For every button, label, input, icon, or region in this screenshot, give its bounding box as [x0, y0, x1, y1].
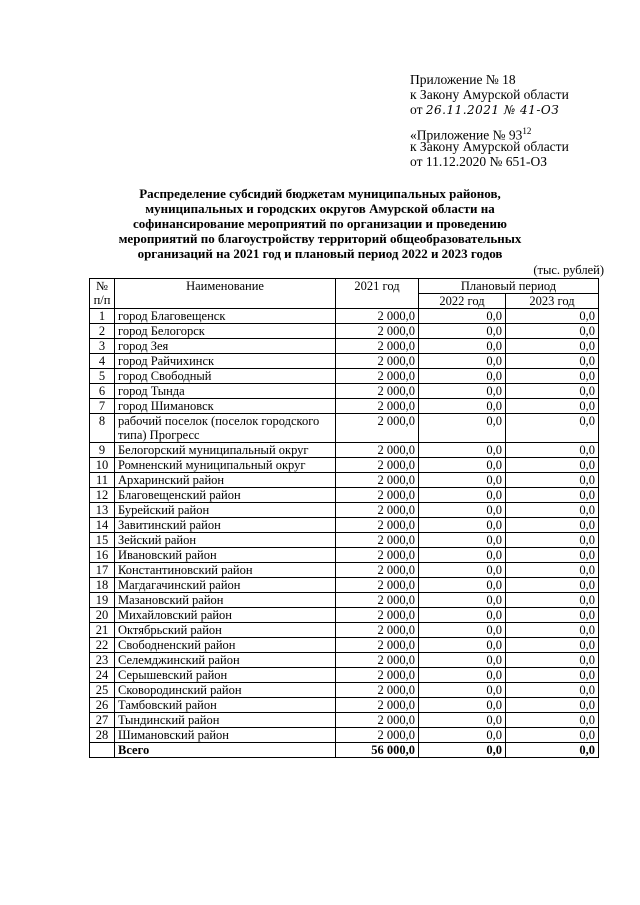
row-value-2023: 0,0 [506, 354, 599, 369]
appendix-law: к Закону Амурской области [410, 87, 569, 102]
row-value-2023: 0,0 [506, 698, 599, 713]
title-line: Распределение субсидий бюджетам муниципальных районов, [139, 186, 501, 201]
row-value-2023: 0,0 [506, 638, 599, 653]
row-name: рабочий поселок (поселок городского типа) Прогресс [115, 414, 336, 443]
row-name: Свободненский район [115, 638, 336, 653]
row-name: город Зея [115, 339, 336, 354]
table-row [90, 623, 599, 638]
row-number: 24 [90, 668, 115, 683]
row-value-2023: 0,0 [506, 488, 599, 503]
table-header-row [90, 279, 599, 294]
table-row [90, 503, 599, 518]
row-value-2021: 2 000,0 [336, 653, 419, 668]
appendix-number: Приложение № 18 [410, 72, 516, 87]
row-value-2023: 0,0 [506, 668, 599, 683]
row-name: Завитинский район [115, 518, 336, 533]
row-value-2022: 0,0 [419, 623, 506, 638]
row-name: город Шимановск [115, 399, 336, 414]
row-value-2023: 0,0 [506, 369, 599, 384]
row-number: 17 [90, 563, 115, 578]
row-value-2021: 2 000,0 [336, 623, 419, 638]
row-name: город Райчихинск [115, 354, 336, 369]
row-number: 23 [90, 653, 115, 668]
row-number: 11 [90, 473, 115, 488]
header-2023: 2023 год [506, 294, 599, 309]
row-value-2022: 0,0 [419, 713, 506, 728]
row-number: 19 [90, 593, 115, 608]
table-row [90, 369, 599, 384]
row-value-2021: 2 000,0 [336, 354, 419, 369]
row-name: Тамбовский район [115, 698, 336, 713]
row-number: 14 [90, 518, 115, 533]
table-row [90, 443, 599, 458]
appendix-date-prefix: от [410, 102, 423, 117]
row-value-2023: 0,0 [506, 324, 599, 339]
row-value-2021: 2 000,0 [336, 548, 419, 563]
row-value-2021: 2 000,0 [336, 443, 419, 458]
row-name: Серышевский район [115, 668, 336, 683]
row-value-2021: 2 000,0 [336, 384, 419, 399]
row-value-2021: 2 000,0 [336, 638, 419, 653]
old-appendix-law: к Закону Амурской области [410, 139, 569, 154]
table-total-row [90, 743, 599, 758]
row-number: 18 [90, 578, 115, 593]
row-value-2021: 2 000,0 [336, 399, 419, 414]
handwritten-date-number: 26.11.2021 № 41-ОЗ [425, 103, 560, 117]
row-name: Селемджинский район [115, 653, 336, 668]
row-number: 1 [90, 309, 115, 324]
row-name: Благовещенский район [115, 488, 336, 503]
table-row [90, 309, 599, 324]
row-value-2023: 0,0 [506, 443, 599, 458]
row-value-2021: 2 000,0 [336, 488, 419, 503]
row-name: город Благовещенск [115, 309, 336, 324]
row-value-2022: 0,0 [419, 473, 506, 488]
row-value-2022: 0,0 [419, 369, 506, 384]
row-value-2023: 0,0 [506, 563, 599, 578]
row-value-2022: 0,0 [419, 518, 506, 533]
row-value-2021: 2 000,0 [336, 713, 419, 728]
header-plan-period: Плановый период [419, 279, 599, 294]
row-value-2022: 0,0 [419, 608, 506, 623]
row-value-2021: 2 000,0 [336, 309, 419, 324]
row-value-2022: 0,0 [419, 443, 506, 458]
row-name: Магдагачинский район [115, 578, 336, 593]
row-name: Ромненский муниципальный округ [115, 458, 336, 473]
table-row [90, 548, 599, 563]
table-row [90, 608, 599, 623]
row-name: Мазановский район [115, 593, 336, 608]
row-number: 15 [90, 533, 115, 548]
row-value-2021: 2 000,0 [336, 503, 419, 518]
row-value-2021: 2 000,0 [336, 593, 419, 608]
row-value-2021: 2 000,0 [336, 458, 419, 473]
units-label: (тыс. рублей) [533, 263, 604, 277]
row-number: 5 [90, 369, 115, 384]
row-number: 26 [90, 698, 115, 713]
row-value-2023: 0,0 [506, 683, 599, 698]
table-row [90, 593, 599, 608]
row-value-2023: 0,0 [506, 548, 599, 563]
row-value-2023: 0,0 [506, 384, 599, 399]
total-value-2023: 0,0 [506, 743, 599, 758]
row-number: 3 [90, 339, 115, 354]
row-number: 13 [90, 503, 115, 518]
row-number: 27 [90, 713, 115, 728]
row-name: Михайловский район [115, 608, 336, 623]
row-value-2023: 0,0 [506, 578, 599, 593]
header-number-line2: п/п [93, 293, 111, 307]
row-value-2022: 0,0 [419, 563, 506, 578]
header-number-line1: № [96, 279, 108, 293]
row-value-2023: 0,0 [506, 414, 599, 443]
appendix-date [410, 102, 559, 118]
total-label: Всего [115, 743, 336, 758]
row-value-2021: 2 000,0 [336, 414, 419, 443]
row-value-2023: 0,0 [506, 339, 599, 354]
row-number: 8 [90, 414, 115, 443]
row-number: 21 [90, 623, 115, 638]
row-name: Константиновский район [115, 563, 336, 578]
table-row [90, 324, 599, 339]
row-value-2021: 2 000,0 [336, 339, 419, 354]
table-row [90, 668, 599, 683]
row-value-2023: 0,0 [506, 533, 599, 548]
row-value-2023: 0,0 [506, 593, 599, 608]
title-line: софинансирование мероприятий по организации и проведению [133, 216, 507, 231]
row-name: Ивановский район [115, 548, 336, 563]
row-value-2021: 2 000,0 [336, 563, 419, 578]
row-value-2022: 0,0 [419, 399, 506, 414]
row-value-2021: 2 000,0 [336, 683, 419, 698]
row-number: 28 [90, 728, 115, 743]
row-value-2022: 0,0 [419, 324, 506, 339]
row-value-2023: 0,0 [506, 473, 599, 488]
table-row [90, 399, 599, 414]
row-value-2021: 2 000,0 [336, 608, 419, 623]
row-value-2023: 0,0 [506, 518, 599, 533]
total-value-2022: 0,0 [419, 743, 506, 758]
row-number: 20 [90, 608, 115, 623]
row-name: Сковородинский район [115, 683, 336, 698]
row-name: Архаринский район [115, 473, 336, 488]
row-number: 4 [90, 354, 115, 369]
row-value-2021: 2 000,0 [336, 698, 419, 713]
row-value-2023: 0,0 [506, 309, 599, 324]
table-row [90, 354, 599, 369]
row-name: город Тында [115, 384, 336, 399]
row-name: город Свободный [115, 369, 336, 384]
row-value-2023: 0,0 [506, 458, 599, 473]
row-value-2021: 2 000,0 [336, 518, 419, 533]
row-value-2022: 0,0 [419, 309, 506, 324]
total-number [90, 743, 115, 758]
row-value-2021: 2 000,0 [336, 668, 419, 683]
table-row [90, 713, 599, 728]
table-row [90, 728, 599, 743]
row-name: город Белогорск [115, 324, 336, 339]
row-number: 12 [90, 488, 115, 503]
row-value-2022: 0,0 [419, 488, 506, 503]
row-value-2023: 0,0 [506, 728, 599, 743]
row-number: 7 [90, 399, 115, 414]
row-value-2022: 0,0 [419, 638, 506, 653]
row-number: 6 [90, 384, 115, 399]
table-row [90, 638, 599, 653]
row-number: 10 [90, 458, 115, 473]
header-number [90, 279, 115, 309]
row-value-2022: 0,0 [419, 593, 506, 608]
document-title [80, 186, 560, 261]
header-2021: 2021 год [336, 279, 419, 309]
row-name: Бурейский район [115, 503, 336, 518]
row-value-2023: 0,0 [506, 608, 599, 623]
table-row [90, 488, 599, 503]
subsidy-table [89, 278, 599, 758]
row-value-2022: 0,0 [419, 728, 506, 743]
title-line: мероприятий по благоустройству территорий общеобразовательных [118, 231, 522, 246]
row-number: 25 [90, 683, 115, 698]
table-row [90, 339, 599, 354]
row-value-2022: 0,0 [419, 458, 506, 473]
row-name: Тындинский район [115, 713, 336, 728]
row-value-2022: 0,0 [419, 354, 506, 369]
old-appendix-sup: 12 [522, 126, 532, 136]
table-row [90, 518, 599, 533]
header-2022: 2022 год [419, 294, 506, 309]
row-value-2022: 0,0 [419, 503, 506, 518]
row-value-2021: 2 000,0 [336, 369, 419, 384]
table-row [90, 384, 599, 399]
row-value-2022: 0,0 [419, 533, 506, 548]
table-row [90, 473, 599, 488]
row-value-2022: 0,0 [419, 548, 506, 563]
row-value-2022: 0,0 [419, 698, 506, 713]
row-name: Белогорский муниципальный округ [115, 443, 336, 458]
row-value-2021: 2 000,0 [336, 578, 419, 593]
table-row [90, 563, 599, 578]
title-line: муниципальных и городских округов Амурской области на [145, 201, 495, 216]
row-name: Октябрьский район [115, 623, 336, 638]
row-number: 22 [90, 638, 115, 653]
old-appendix-date: от 11.12.2020 № 651-ОЗ [410, 154, 547, 169]
table-row [90, 578, 599, 593]
row-value-2021: 2 000,0 [336, 728, 419, 743]
table-row [90, 698, 599, 713]
row-value-2022: 0,0 [419, 578, 506, 593]
table-row [90, 683, 599, 698]
row-name: Зейский район [115, 533, 336, 548]
row-value-2023: 0,0 [506, 653, 599, 668]
old-appendix-main: «Приложение № 93 [410, 127, 523, 143]
row-value-2022: 0,0 [419, 414, 506, 443]
row-value-2022: 0,0 [419, 683, 506, 698]
row-value-2023: 0,0 [506, 503, 599, 518]
row-value-2021: 2 000,0 [336, 324, 419, 339]
table-row [90, 653, 599, 668]
row-name: Шимановский район [115, 728, 336, 743]
row-value-2023: 0,0 [506, 623, 599, 638]
row-number: 16 [90, 548, 115, 563]
table-row [90, 458, 599, 473]
header-name: Наименование [115, 279, 336, 309]
row-value-2021: 2 000,0 [336, 533, 419, 548]
row-value-2022: 0,0 [419, 384, 506, 399]
row-value-2022: 0,0 [419, 339, 506, 354]
total-value-2021: 56 000,0 [336, 743, 419, 758]
row-value-2021: 2 000,0 [336, 473, 419, 488]
row-number: 9 [90, 443, 115, 458]
title-line: организаций на 2021 год и плановый период 2022 и 2023 годов [137, 246, 503, 261]
row-number: 2 [90, 324, 115, 339]
row-value-2022: 0,0 [419, 668, 506, 683]
table-row [90, 533, 599, 548]
row-value-2023: 0,0 [506, 399, 599, 414]
row-value-2022: 0,0 [419, 653, 506, 668]
row-value-2023: 0,0 [506, 713, 599, 728]
table-row [90, 414, 599, 443]
